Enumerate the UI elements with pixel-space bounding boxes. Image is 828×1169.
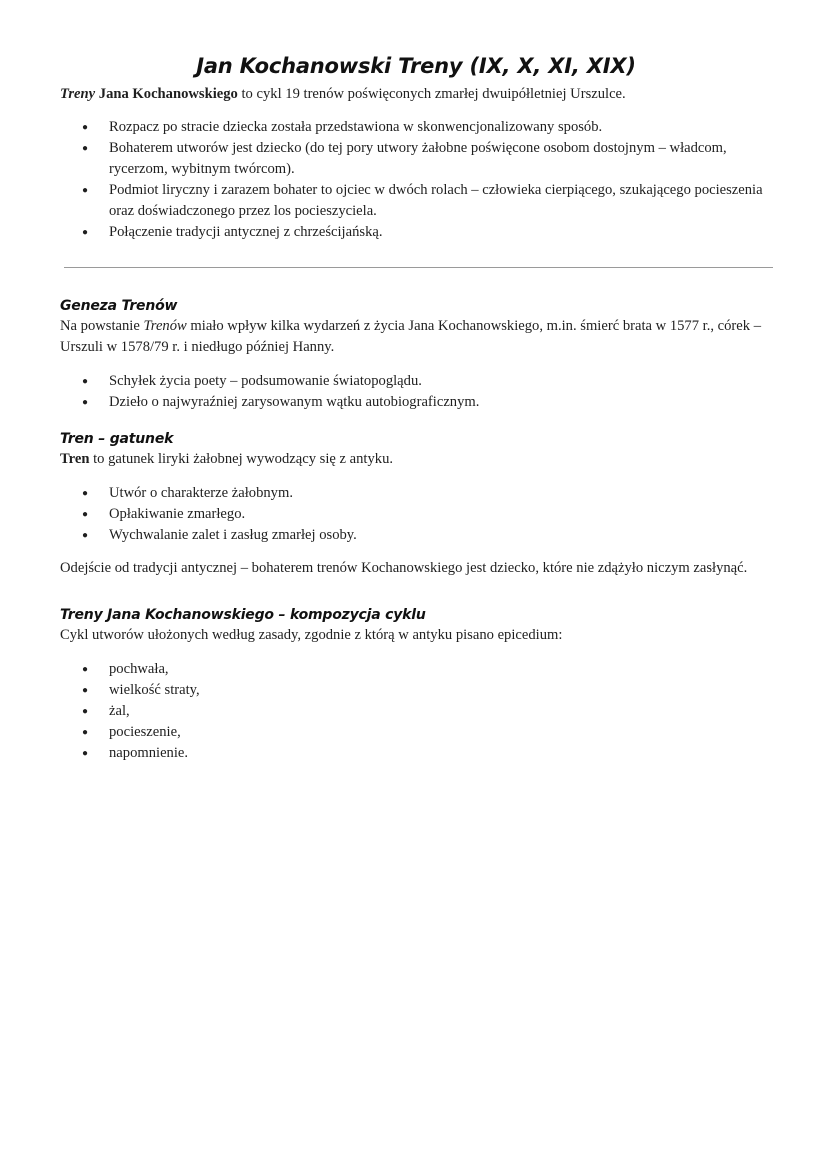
tren-para-rest: to gatunek liryki żałobnej wywodzący się z antyku. (89, 451, 394, 467)
geneza-bullet-list (60, 371, 772, 413)
list-item: ● Bohaterem utworów jest dziecko (do tej pory utwory żałobne poświęcone osobom dostojnym – władcom, rycerzom, wybitnym twórcom). (60, 138, 772, 180)
intro-lead-bold (60, 86, 238, 102)
intro-paragraph (60, 84, 772, 105)
list-item: ● Utwór o charakterze żałobnym. (60, 483, 772, 504)
geneza-para-rest: miało wpływ kilka wydarzeń z życia Jana Kochanowskiego, m.in. śmierć brata w 1577 r., córek – Urszuli w 1578/79 r. i niedługo później Hanny. (60, 318, 762, 355)
geneza-para-italic: Trenów (143, 318, 187, 334)
horizontal-divider (64, 267, 773, 268)
intro-lead-italic: Treny (60, 86, 96, 102)
intro-lead-author: Jana Kochanowskiego (95, 86, 238, 102)
section-heading-tren: Tren – gatunek (60, 431, 174, 447)
tren-bullet-list (60, 483, 772, 546)
list-item: ● Rozpacz po stracie dziecka została przedstawiona w skonwencjonalizowany sposób. (60, 117, 772, 138)
list-item: ● pocieszenie, (60, 722, 772, 743)
geneza-para-start: Na powstanie (60, 318, 144, 334)
tren-paragraph (60, 449, 772, 470)
section-heading-kompozycja: Treny Jana Kochanowskiego – kompozycja cyklu (60, 607, 426, 623)
intro-lead-rest: to cykl 19 trenów poświęconych zmarłej dwuipółletniej Urszulce. (237, 86, 626, 102)
list-item: ● Wychwalanie zalet i zasług zmarłej osoby. (60, 525, 772, 546)
section-heading-geneza: Geneza Trenów (60, 298, 178, 314)
list-item: ● Dzieło o najwyraźniej zarysowanym wątku autobiograficznym. (60, 392, 772, 413)
list-item: ● Połączenie tradycji antycznej z chrześcijańską. (60, 222, 772, 243)
list-item: ● pochwała, (60, 659, 772, 680)
kompozycja-bullet-list (60, 659, 772, 764)
list-item: ● Podmiot liryczny i zarazem bohater to ojciec w dwóch rolach – człowieka cierpiącego, szukającego pocieszenia oraz doświadczonego przez los pocieszyciela. (60, 180, 772, 222)
document-page (60, 52, 772, 764)
document-title: Jan Kochanowski Treny (IX, X, XI, XIX) (196, 54, 636, 78)
tren-closing-paragraph: Odejście od tradycji antycznej – bohaterem trenów Kochanowskiego jest dziecko, które nie zdążyło niczym zasłynąć. (60, 560, 748, 576)
list-item: ● wielkość straty, (60, 680, 772, 701)
list-item: ● Opłakiwanie zmarłego. (60, 504, 772, 525)
tren-para-bold: Tren (60, 451, 90, 467)
list-item: ● napomnienie. (60, 743, 772, 764)
list-item: ● żal, (60, 701, 772, 722)
geneza-paragraph (60, 316, 772, 358)
list-item: ● Schyłek życia poety – podsumowanie światopoglądu. (60, 371, 772, 392)
intro-bullet-list (60, 117, 772, 243)
kompozycja-paragraph: Cykl utworów ułożonych według zasady, zgodnie z którą w antyku pisano epicedium: (60, 627, 563, 643)
